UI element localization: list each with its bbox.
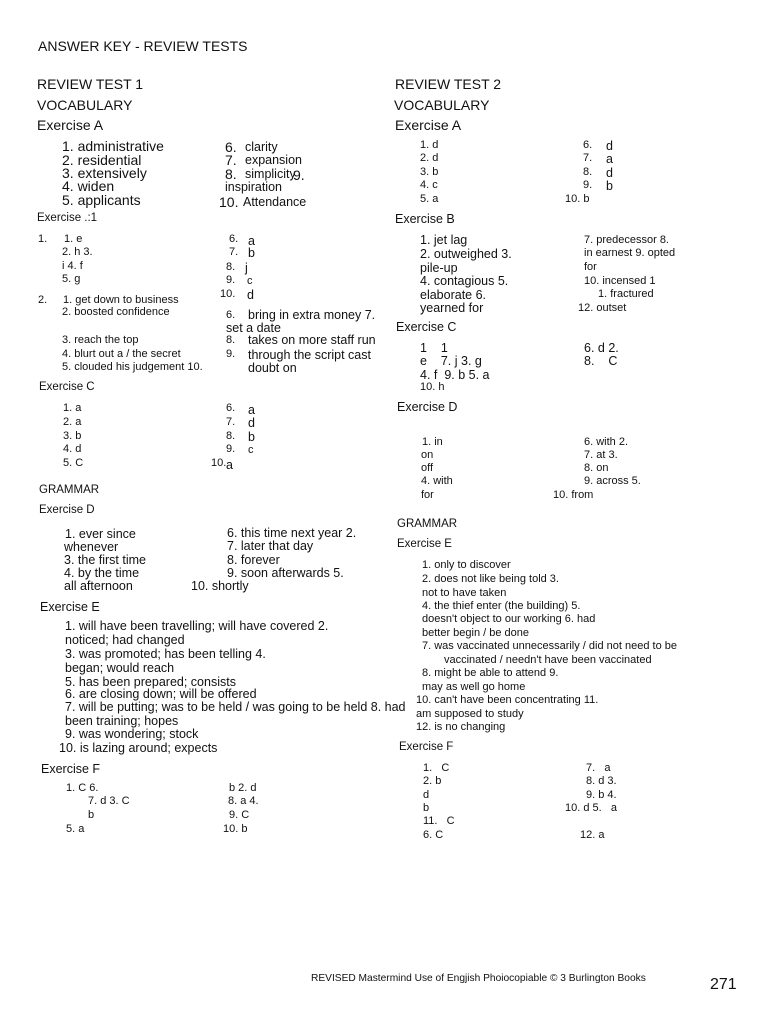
answer-item: simplicity <box>245 167 296 181</box>
answer-number: 7. <box>583 152 593 164</box>
answer-item: 1. fractured <box>598 288 654 300</box>
answer-item: 12. a <box>580 829 605 841</box>
answer-item: 8. d 3. <box>586 775 617 787</box>
answer-item: 3. reach the top <box>62 334 139 346</box>
answer-item: 1. in <box>422 436 443 448</box>
answer-line: am supposed to study <box>416 708 524 720</box>
answer-item: 10. from <box>553 489 594 501</box>
answer-item: 5. a <box>66 823 85 835</box>
answer-item: 1. e <box>64 233 83 245</box>
answer-item: 10. b <box>223 823 248 835</box>
answer-item: 1. jet lag <box>420 233 468 247</box>
answer-item: 1. ever since <box>65 527 136 541</box>
answer-line: 3. was promoted; has been telling 4. <box>65 647 266 661</box>
answer-item: 1 1 <box>420 341 448 355</box>
answer-number: 7. <box>225 152 237 168</box>
answer-line: 2. does not like being told 3. <box>422 573 559 585</box>
exercise-f-label: Exercise F <box>41 762 101 776</box>
answer-item: whenever <box>64 540 119 554</box>
answer-item: a <box>248 403 255 417</box>
answer-item: 9. C <box>229 809 250 821</box>
answer-item: bring in extra money 7. <box>248 308 376 322</box>
answer-item: for <box>421 489 434 501</box>
answer-item: in earnest 9. opted <box>584 247 676 259</box>
answer-item: takes on more staff run <box>248 333 376 347</box>
answer-item: 9. b 4. <box>586 789 617 801</box>
answer-item: 4. f 9. b 5. a <box>420 368 490 382</box>
answer-item: 2. b <box>423 775 442 787</box>
answer-item: 10. shortly <box>191 579 249 593</box>
answer-item: 5. C <box>63 457 84 469</box>
answer-item: 1. C <box>423 762 450 774</box>
footer-copyright: REVISED Mastermind Use of Engjish Phoiocopiable © 3 Burlington Books <box>311 973 646 984</box>
answer-item: e 7. j 3. g <box>420 354 482 368</box>
answer-item: 10. d 5. a <box>565 802 617 814</box>
answer-item: 6. d 2. <box>584 341 619 355</box>
answer-line: not to have taken <box>422 587 507 599</box>
answer-number: 6. <box>225 139 237 155</box>
answer-item: a <box>226 458 233 472</box>
exercise-c-label: Exercise C <box>39 381 95 393</box>
answer-item: b <box>88 809 95 821</box>
answer-line: began; would reach <box>65 661 175 675</box>
answer-item: 1. a <box>63 402 82 414</box>
answer-item: 3. b <box>420 166 439 178</box>
answer-item: a <box>606 152 613 166</box>
answer-number: 9. <box>226 348 236 360</box>
answer-item: 4. by the time <box>64 566 140 580</box>
answer-line: better begin / be done <box>422 627 530 639</box>
answer-line: may as well go home <box>422 681 526 693</box>
answer-line: 12. is no changing <box>416 721 506 733</box>
answer-item: 2. h 3. <box>62 246 93 258</box>
answer-number: 9. <box>293 167 305 183</box>
answer-item: b <box>248 246 255 260</box>
answer-number: 8. <box>225 166 237 182</box>
answer-item: 6. with 2. <box>584 436 629 448</box>
section-heading: REVIEW TEST 2 <box>395 76 502 92</box>
answer-item: clarity <box>245 140 278 154</box>
answer-item: 2. a <box>63 416 82 428</box>
vocabulary-heading: VOCABULARY <box>394 97 490 113</box>
answer-item: elaborate 6. <box>420 288 487 302</box>
answer-item: b <box>423 802 430 814</box>
answer-line: 1. will have been travelling; will have covered 2. <box>65 619 329 633</box>
answer-item: yearned for <box>420 301 484 315</box>
answer-item: for <box>584 261 597 273</box>
answer-number: 9. <box>226 274 236 286</box>
answer-number: 10. <box>219 194 239 210</box>
answer-item: 7. at 3. <box>584 449 618 461</box>
answer-line: 7. will be putting; was to be held / was going to be held 8. had <box>65 700 406 714</box>
answer-item: 4. c <box>420 179 438 191</box>
answer-item: on <box>421 449 434 461</box>
page-number: 271 <box>710 976 737 993</box>
vocabulary-heading: VOCABULARY <box>37 97 133 113</box>
answer-number: 6. <box>229 233 239 245</box>
answer-item: 6. this time next year 2. <box>227 526 357 540</box>
answer-number: 10. b <box>565 193 590 205</box>
answer-item: 9. soon afterwards 5. <box>227 566 344 580</box>
answer-item: 1. C 6. <box>66 782 99 794</box>
answer-item: expansion <box>245 153 302 167</box>
exercise-a-label: Exercise A <box>37 117 104 133</box>
answer-line: 4. the thief enter (the building) 5. <box>422 600 581 612</box>
exercise-a-label: Exercise A <box>395 117 462 133</box>
answer-item: d <box>248 416 255 430</box>
answer-item: 5. clouded his judgement 10. <box>62 361 203 373</box>
answer-item: 3. b <box>63 430 82 442</box>
answer-item: 2. d <box>420 152 439 164</box>
answer-item: inspiration <box>225 180 282 194</box>
answer-item: 8. on <box>584 462 609 474</box>
answer-item: 1. get down to business <box>63 294 179 306</box>
answer-item: b 2. d <box>229 782 257 794</box>
answer-item: 8. a 4. <box>228 795 259 807</box>
answer-item: 3. extensively <box>62 165 147 181</box>
answer-item: set a date <box>226 321 281 335</box>
answer-line: 6. are closing down; will be offered <box>65 687 257 701</box>
answer-number: 8. <box>226 430 236 442</box>
exercise-c-label: Exercise C <box>396 320 457 334</box>
page-title: ANSWER KEY - REVIEW TESTS <box>38 38 248 54</box>
answer-line: vaccinated / needn't have been vaccinated <box>444 654 652 666</box>
answer-line: 9. was wondering; stock <box>65 727 199 741</box>
answer-line: 1. only to discover <box>422 559 511 571</box>
answer-number: 6. <box>226 309 236 321</box>
answer-item: d <box>247 288 254 302</box>
answer-item: i 4. f <box>62 260 83 272</box>
answer-line: been training; hopes <box>65 714 179 728</box>
answer-line: 10. can't have been concentrating 11. <box>416 694 599 706</box>
answer-item: all afternoon <box>64 579 133 593</box>
answer-number: 8. <box>226 261 236 273</box>
answer-item: b <box>606 179 613 193</box>
answer-line: 8. might be able to attend 9. <box>422 667 559 679</box>
answer-line: doesn't object to our working 6. had <box>422 613 596 625</box>
answer-item: 7. d 3. C <box>88 795 130 807</box>
exercise-e-label: Exercise E <box>397 538 452 550</box>
answer-item: through the script cast <box>248 348 371 362</box>
answer-item: 7. a <box>586 762 611 774</box>
answer-line: 10. is lazing around; expects <box>59 741 218 755</box>
answer-item: 1. administrative <box>62 138 164 154</box>
answer-item: 4. blurt out a / the secret <box>62 348 181 360</box>
part-number: 2. <box>38 294 48 306</box>
answer-number: 8. <box>226 334 236 346</box>
answer-number: 7. <box>226 416 236 428</box>
answer-item: 4. contagious 5. <box>420 274 509 288</box>
answer-item: 4. widen <box>62 178 115 194</box>
answer-item: d <box>606 166 613 180</box>
exercise-f-label: Exercise F <box>399 741 454 753</box>
answer-item: 2. outweighed 3. <box>420 247 512 261</box>
answer-line: 7. was vaccinated unnecessarily / did not need to be <box>422 640 677 652</box>
answer-item: 5. g <box>62 273 81 285</box>
answer-item: b <box>248 430 255 444</box>
answer-item: 1. d <box>420 139 439 151</box>
answer-item: a <box>248 234 255 248</box>
answer-item: 10. h <box>420 381 445 393</box>
answer-item: 9. across 5. <box>584 475 641 487</box>
answer-item: j <box>245 261 248 275</box>
answer-item: 2. boosted confidence <box>62 306 170 318</box>
exercise-d-label: Exercise D <box>39 504 95 516</box>
answer-item: 4. d <box>63 443 82 455</box>
answer-number: 8. <box>583 166 593 178</box>
answer-item: 12. outset <box>578 302 627 314</box>
answer-item: 11. C <box>423 815 455 827</box>
answer-item: 10. incensed 1 <box>584 275 656 287</box>
grammar-heading: GRAMMAR <box>397 518 458 530</box>
exercise-b-label: Exercise B <box>395 212 455 226</box>
answer-item: c <box>248 444 254 456</box>
part-number: 1. <box>38 233 48 245</box>
answer-number: 9. <box>583 179 593 191</box>
answer-item: 8. forever <box>227 553 280 567</box>
answer-item: off <box>421 462 434 474</box>
answer-item: 8. C <box>584 354 618 368</box>
answer-line: noticed; had changed <box>65 633 185 647</box>
answer-item: 5. applicants <box>62 192 141 208</box>
answer-item: d <box>606 139 613 153</box>
answer-item: d <box>423 789 430 801</box>
answer-number: 6. <box>583 139 593 151</box>
section-heading: REVIEW TEST 1 <box>37 76 144 92</box>
exercise-d-label: Exercise D <box>397 400 458 414</box>
answer-item: 7. later that day <box>227 539 314 553</box>
answer-item: 4. with <box>421 475 453 487</box>
answer-item: Attendance <box>243 195 307 209</box>
answer-number: 7. <box>229 246 239 258</box>
answer-item: pile-up <box>420 261 458 275</box>
answer-number: 10. <box>211 457 227 469</box>
answer-item: 5. a <box>420 193 439 205</box>
answer-number: 9. <box>226 443 236 455</box>
grammar-heading: GRAMMAR <box>39 484 100 496</box>
answer-item: 7. predecessor 8. <box>584 234 669 246</box>
answer-item: 2. residential <box>62 152 142 168</box>
answer-item: 3. the first time <box>64 553 146 567</box>
answer-item: 6. C <box>423 829 444 841</box>
exercise-e-label: Exercise E <box>40 600 100 614</box>
answer-item: doubt on <box>248 361 297 375</box>
exercise-b-label: Exercise .:1 <box>37 212 98 224</box>
answer-line: 5. has been prepared; consists <box>65 675 236 689</box>
answer-item: c <box>247 275 253 287</box>
answer-number: 6. <box>226 402 236 414</box>
answer-number: 10. <box>220 288 236 300</box>
